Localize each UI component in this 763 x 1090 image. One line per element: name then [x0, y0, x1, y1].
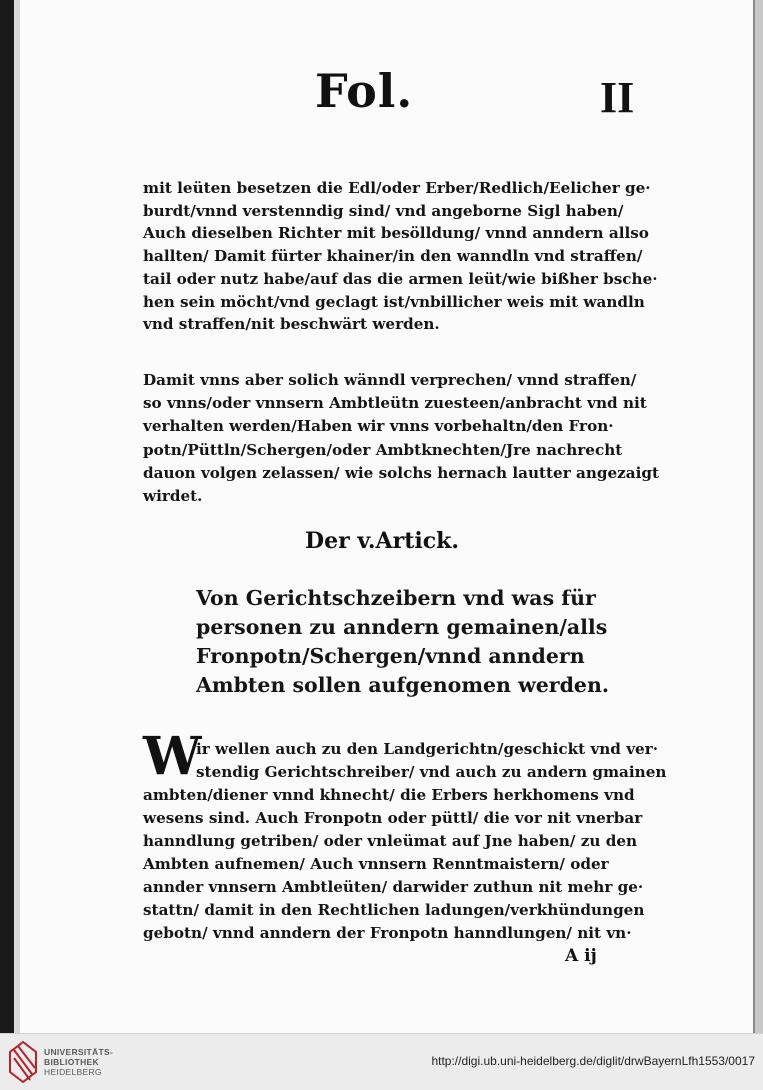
text-line: burdt/vnnd verstenndig sind/ vnd angeborne Sigl haben/ [143, 201, 624, 220]
text-line: hallten/ Damit fürter khainer/in den wanndln vnd straffen/ [143, 247, 643, 266]
text-line: Damit vnns aber solich wänndl verprechen/ vnnd straffen/ [143, 371, 637, 389]
viewer-footer [0, 1033, 763, 1090]
heading-line: personen zu anndern gemainen/alls [196, 615, 608, 639]
text-line: vnd straffen/nit beschwärt werden. [143, 315, 440, 334]
library-name-line: BIBLIOTHEK [44, 1057, 99, 1067]
scan-right-edge [755, 0, 763, 1033]
paragraph-1 [143, 177, 658, 336]
document-url-link[interactable]: http://digi.ub.uni-heidelberg.de/diglit/drwBayernLfh1553/0017 [431, 1054, 755, 1068]
text-line: tail oder nutz habe/auf das die armen leüt/wie bißher bsche· [143, 269, 658, 288]
text-line: gebotn/ vnnd anndern der Fronpotn hanndlungen/ nit vn· [143, 924, 632, 942]
text-line: dauon volgen zelassen/ wie solchs hernach lautter angezaigt [143, 463, 660, 482]
library-name-line: UNIVERSITÄTS- [44, 1047, 114, 1057]
text-line: Ambten aufnemen/ Auch vnnsern Renntmaistern/ oder [143, 855, 609, 873]
text-line: so vnns/oder vnnsern Ambtleütn zuesteen/anbracht vnd nit [143, 394, 647, 413]
text-line: mit leüten besetzen die Edl/oder Erber/Redlich/Eelicher ge· [143, 179, 651, 197]
article-heading [196, 584, 609, 700]
paragraph-3-body [143, 784, 644, 945]
text-line: hanndlung getriben/ oder vnleümat auf Jne haben/ zu den [143, 832, 638, 850]
heading-line: Von Gerichtschzeibern vnd was für [196, 586, 596, 610]
article-title: Der v.Artick. [305, 528, 460, 554]
heidelberg-university-library-logo-icon[interactable] [8, 1040, 38, 1084]
scan-left-edge [0, 0, 14, 1033]
heading-line: Fronpotn/Schergen/vnnd anndern [196, 644, 585, 668]
scan-left-margin [14, 0, 20, 1033]
text-line: Auch dieselben Richter mit besölldung/ vnnd anndern allso [143, 224, 649, 243]
page-signature: A ij [565, 946, 597, 966]
text-line: stattn/ damit in den Rechtlichen ladungen/verkhündungen [143, 901, 645, 919]
drop-capital: W [143, 726, 202, 787]
text-line: ir wellen auch zu den Landgerichtn/geschickt vnd ver· [196, 740, 658, 758]
folio-number: II [600, 73, 635, 122]
paragraph-2 [143, 369, 659, 508]
text-line: verhalten werden/Haben wir vnns vorbehaltn/den Fron· [143, 417, 614, 436]
library-name[interactable] [44, 1047, 113, 1077]
text-line: annder vnnsern Ambtleüten/ darwider zuthun nit mehr ge· [143, 878, 644, 896]
text-line: hen sein möcht/vnd geclagt ist/vnbillicher weis mit wandln [143, 292, 645, 311]
text-line: wesens sind. Auch Fronpotn oder püttl/ die vor nit vnerbar [143, 809, 643, 827]
folio-label: Fol. [315, 64, 414, 118]
text-line: potn/Püttln/Schergen/oder Ambtknechten/Jre nachrecht [143, 440, 623, 459]
library-name-line: HEIDELBERG [44, 1067, 102, 1077]
text-line: ambten/diener vnnd khnecht/ die Erbers herkhomens vnd [143, 786, 635, 804]
heading-line: Ambten sollen aufgenomen werden. [196, 673, 610, 697]
text-line: stendig Gerichtschreiber/ vnd auch zu andern gmainen [196, 763, 667, 781]
text-line: wirdet. [143, 487, 203, 506]
paragraph-3-indented [196, 738, 666, 784]
